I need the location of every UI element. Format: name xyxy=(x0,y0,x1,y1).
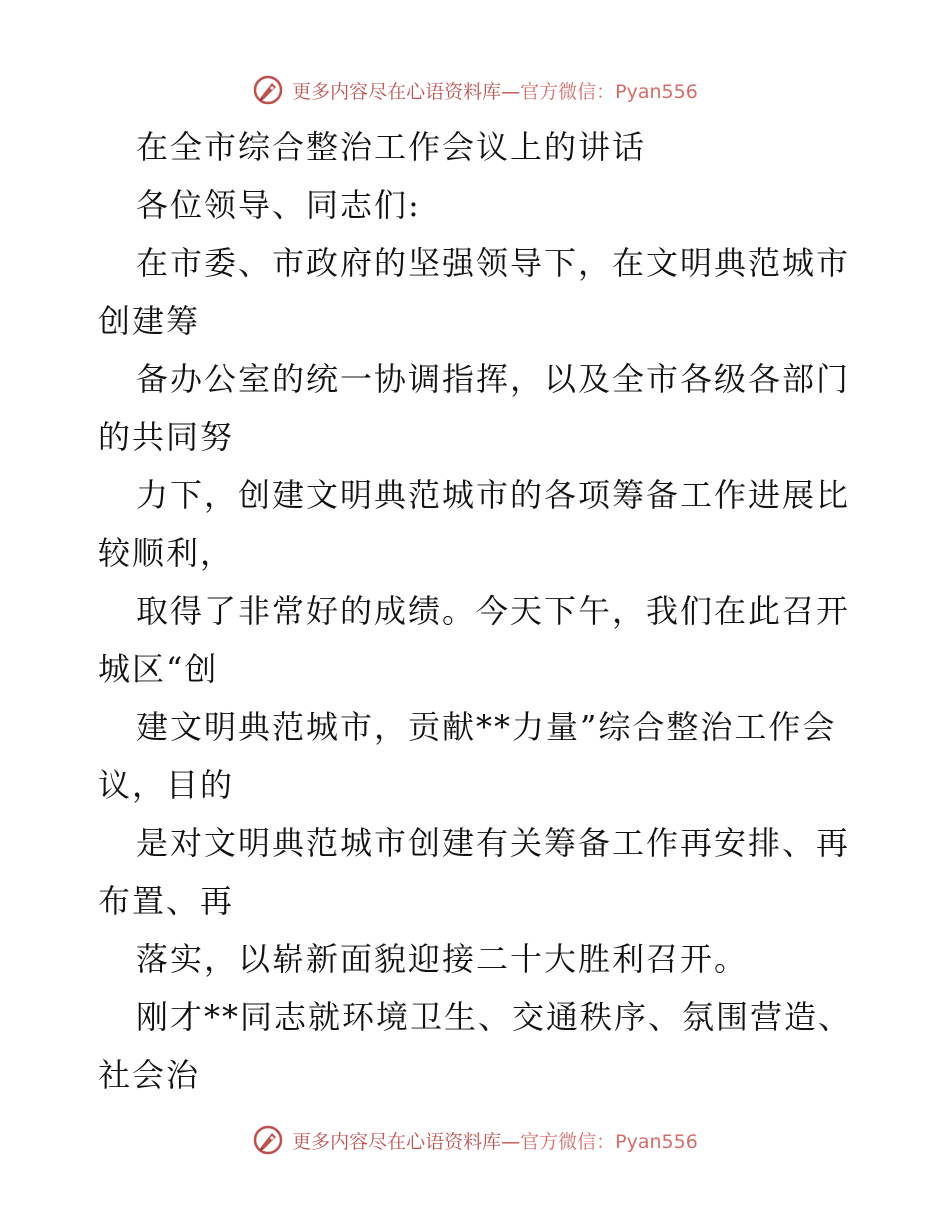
text-line: 力下，创建文明典范城市的各项筹备工作进展比 xyxy=(136,476,851,514)
text-line: 建文明典范城市，贡献**力量”综合整治工作会 xyxy=(136,708,837,746)
text-line: 刚才**同志就环境卫生、交通秩序、氛围营造、 xyxy=(136,998,853,1036)
text-line: 议，目的 xyxy=(98,766,235,804)
text-line: 备办公室的统一协调指挥，以及全市各级各部门 xyxy=(136,360,851,398)
document-title: 在全市综合整治工作会议上的讲话 xyxy=(136,128,647,166)
footer-banner xyxy=(0,1118,950,1162)
header-banner xyxy=(0,68,950,112)
text-line: 布置、再 xyxy=(98,882,235,920)
text-line: 的共同努 xyxy=(98,418,235,456)
pen-nib-logo-icon xyxy=(252,1124,284,1156)
banner-main-text: 更多内容尽在心语资料库 xyxy=(292,1130,502,1153)
banner-separator: — xyxy=(501,80,521,103)
text-line: 社会治 xyxy=(98,1056,201,1094)
banner-contact-text: 官方微信：Pyan556 xyxy=(520,1130,698,1153)
text-line: 在市委、市政府的坚强领导下，在文明典范城市 xyxy=(136,244,851,282)
banner-text xyxy=(292,77,698,104)
text-line: 较顺利， xyxy=(98,534,235,572)
banner-contact-text: 官方微信：Pyan556 xyxy=(520,80,698,103)
document-body xyxy=(98,118,858,1104)
text-line: 城区“创 xyxy=(98,650,219,688)
banner-text xyxy=(292,1127,698,1154)
pen-nib-logo-icon xyxy=(252,74,284,106)
banner-main-text: 更多内容尽在心语资料库 xyxy=(292,80,502,103)
banner-separator: — xyxy=(501,1130,521,1153)
salutation: 各位领导、同志们: xyxy=(136,186,421,224)
text-line: 落实，以崭新面貌迎接二十大胜利召开。 xyxy=(136,940,749,978)
text-line: 取得了非常好的成绩。今天下午，我们在此召开 xyxy=(136,592,851,630)
text-line: 是对文明典范城市创建有关筹备工作再安排、再 xyxy=(136,824,851,862)
text-line: 创建筹 xyxy=(98,302,201,340)
